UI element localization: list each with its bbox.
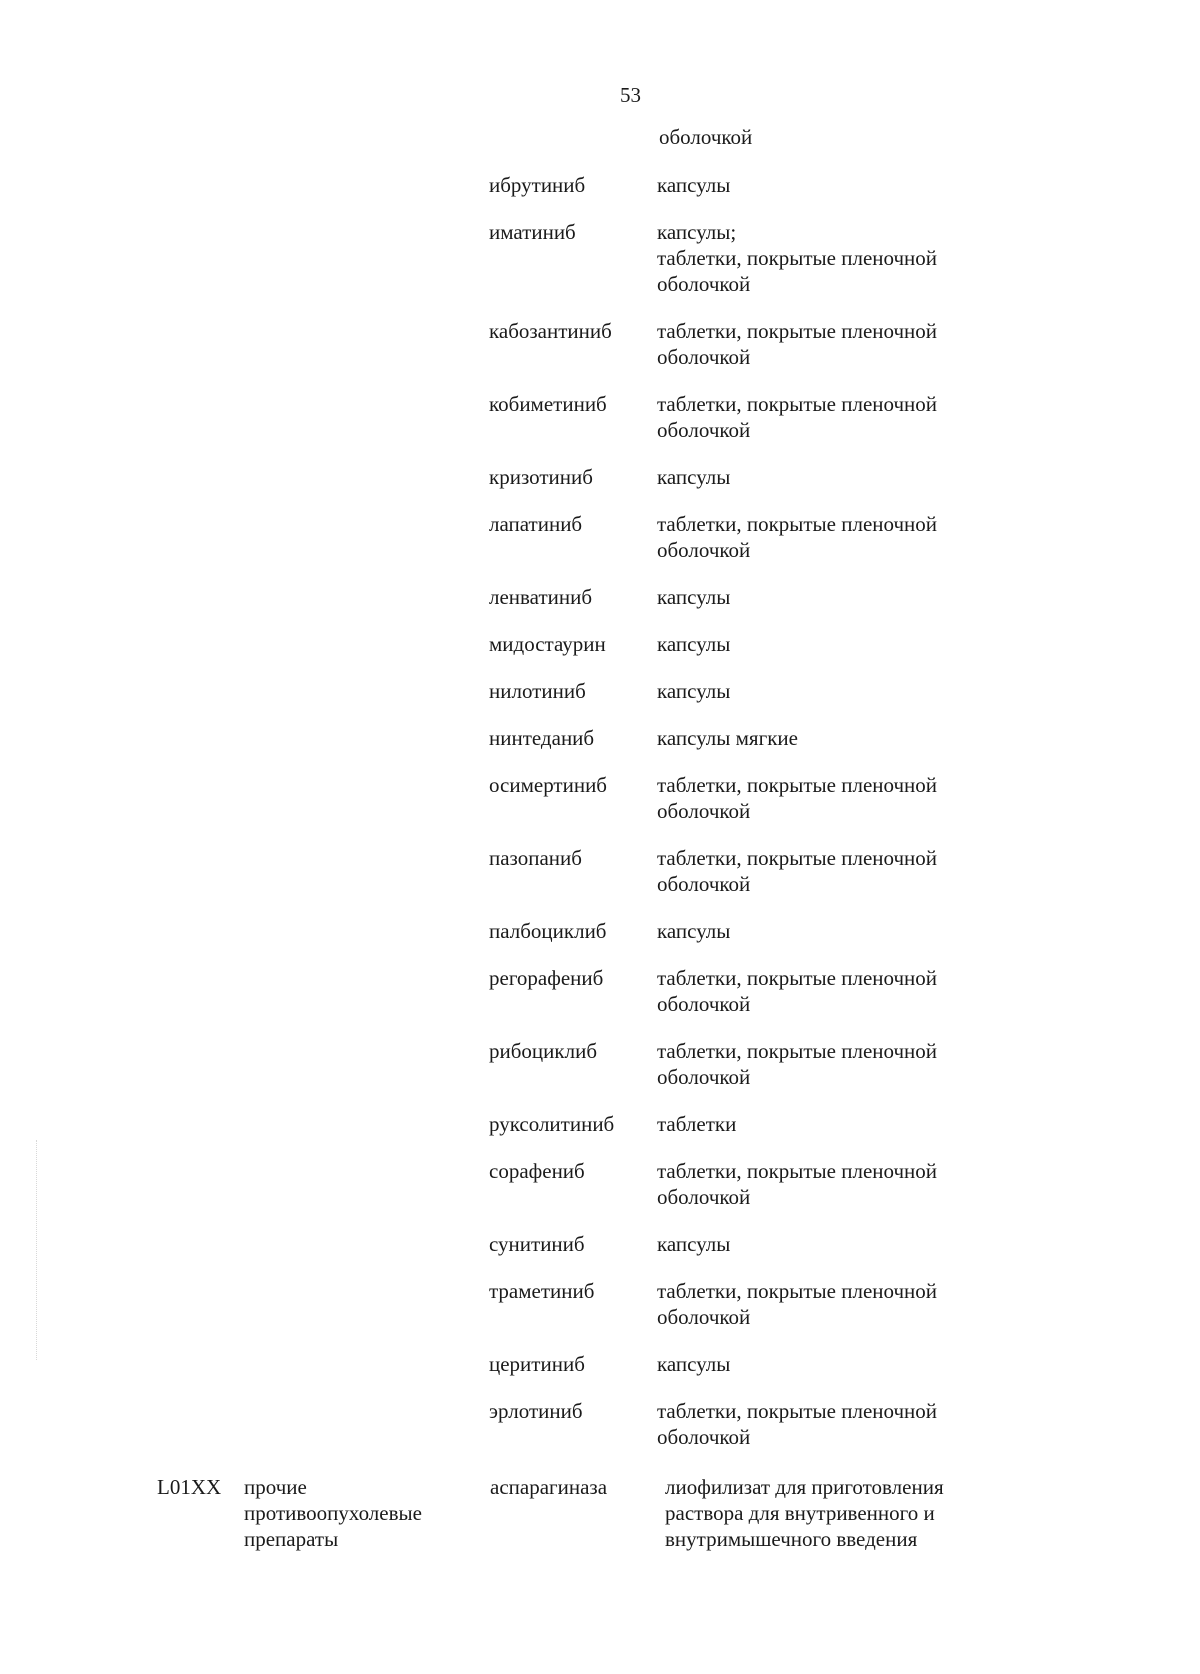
table-row	[0, 725, 1200, 751]
dosage-form: таблетки, покрытые пленочной оболочкой	[657, 773, 938, 823]
drug-table	[0, 172, 1200, 1471]
dosage-form: капсулы	[657, 1232, 731, 1256]
drug-name: сунитиниб	[489, 1232, 585, 1256]
drug-name: нинтеданиб	[489, 726, 595, 750]
table-row	[0, 464, 1200, 490]
dosage-form: капсулы	[657, 585, 731, 609]
page-number: 53	[620, 83, 641, 107]
dosage-form: таблетки, покрытые пленочной оболочкой	[657, 1399, 938, 1449]
table-row	[0, 172, 1200, 198]
table-row	[0, 1278, 1200, 1330]
dosage-form: таблетки, покрытые пленочной оболочкой	[657, 1279, 938, 1329]
dosage-form: капсулы; таблетки, покрытые пленочной оболочкой	[657, 220, 938, 296]
dosage-form: таблетки, покрытые пленочной оболочкой	[657, 512, 938, 562]
table-row	[0, 772, 1200, 824]
dosage-form: капсулы	[657, 465, 731, 489]
table-row	[0, 631, 1200, 657]
table-row	[0, 584, 1200, 610]
atc-group-name: прочие противоопухолевые препараты	[244, 1475, 422, 1551]
dosage-form: капсулы мягкие	[657, 726, 798, 750]
drug-name: кабозантиниб	[489, 319, 612, 343]
table-row	[0, 318, 1200, 370]
dosage-form: таблетки, покрытые пленочной оболочкой	[657, 392, 938, 442]
dosage-form: таблетки	[657, 1112, 737, 1136]
table-row	[0, 678, 1200, 704]
drug-name: сорафениб	[489, 1159, 585, 1183]
atc-group-row	[0, 1474, 1200, 1552]
dosage-form: таблетки, покрытые пленочной оболочкой	[657, 1039, 938, 1089]
dosage-form: капсулы	[657, 1352, 731, 1376]
dosage-form: таблетки, покрытые пленочной оболочкой	[657, 966, 938, 1016]
dosage-form: таблетки, покрытые пленочной оболочкой	[657, 319, 938, 369]
dosage-form: лиофилизат для приготовления раствора для внутривенного и внутримышечного введения	[665, 1475, 944, 1551]
drug-name: руксолитиниб	[489, 1112, 615, 1136]
dosage-form: капсулы	[657, 173, 731, 197]
table-row	[0, 1038, 1200, 1090]
table-row	[0, 918, 1200, 944]
drug-name: лапатиниб	[489, 512, 583, 536]
table-row	[0, 511, 1200, 563]
dosage-form: таблетки, покрытые пленочной оболочкой	[657, 1159, 938, 1209]
drug-name: палбоциклиб	[489, 919, 607, 943]
table-row	[0, 219, 1200, 297]
drug-name: кризотиниб	[489, 465, 593, 489]
drug-name: ленватиниб	[489, 585, 593, 609]
table-row	[0, 845, 1200, 897]
drug-name: пазопаниб	[489, 846, 582, 870]
table-row	[0, 965, 1200, 1017]
drug-name: регорафениб	[489, 966, 604, 990]
drug-name: кобиметиниб	[489, 392, 607, 416]
table-row	[0, 391, 1200, 443]
drug-name: осимертиниб	[489, 773, 607, 797]
drug-name: рибоциклиб	[489, 1039, 598, 1063]
dosage-form: капсулы	[657, 632, 731, 656]
dosage-form: таблетки, покрытые пленочной оболочкой	[657, 846, 938, 896]
scan-artifact	[36, 1140, 39, 1360]
dosage-form: капсулы	[657, 679, 731, 703]
table-row	[0, 1398, 1200, 1450]
table-row	[0, 1158, 1200, 1210]
drug-name: ибрутиниб	[489, 173, 586, 197]
table-row	[0, 1351, 1200, 1377]
drug-name: эрлотиниб	[489, 1399, 583, 1423]
atc-code: L01XX	[157, 1475, 222, 1499]
table-row	[0, 1231, 1200, 1257]
drug-name: церитиниб	[489, 1352, 585, 1376]
dosage-form: капсулы	[657, 919, 731, 943]
continued-dosage-form: оболочкой	[659, 125, 753, 149]
drug-name: мидостаурин	[489, 632, 606, 656]
drug-name: нилотиниб	[489, 679, 586, 703]
drug-name: иматиниб	[489, 220, 576, 244]
drug-name: траметиниб	[489, 1279, 595, 1303]
drug-name: аспарагиназа	[490, 1475, 608, 1499]
table-row	[0, 1111, 1200, 1137]
